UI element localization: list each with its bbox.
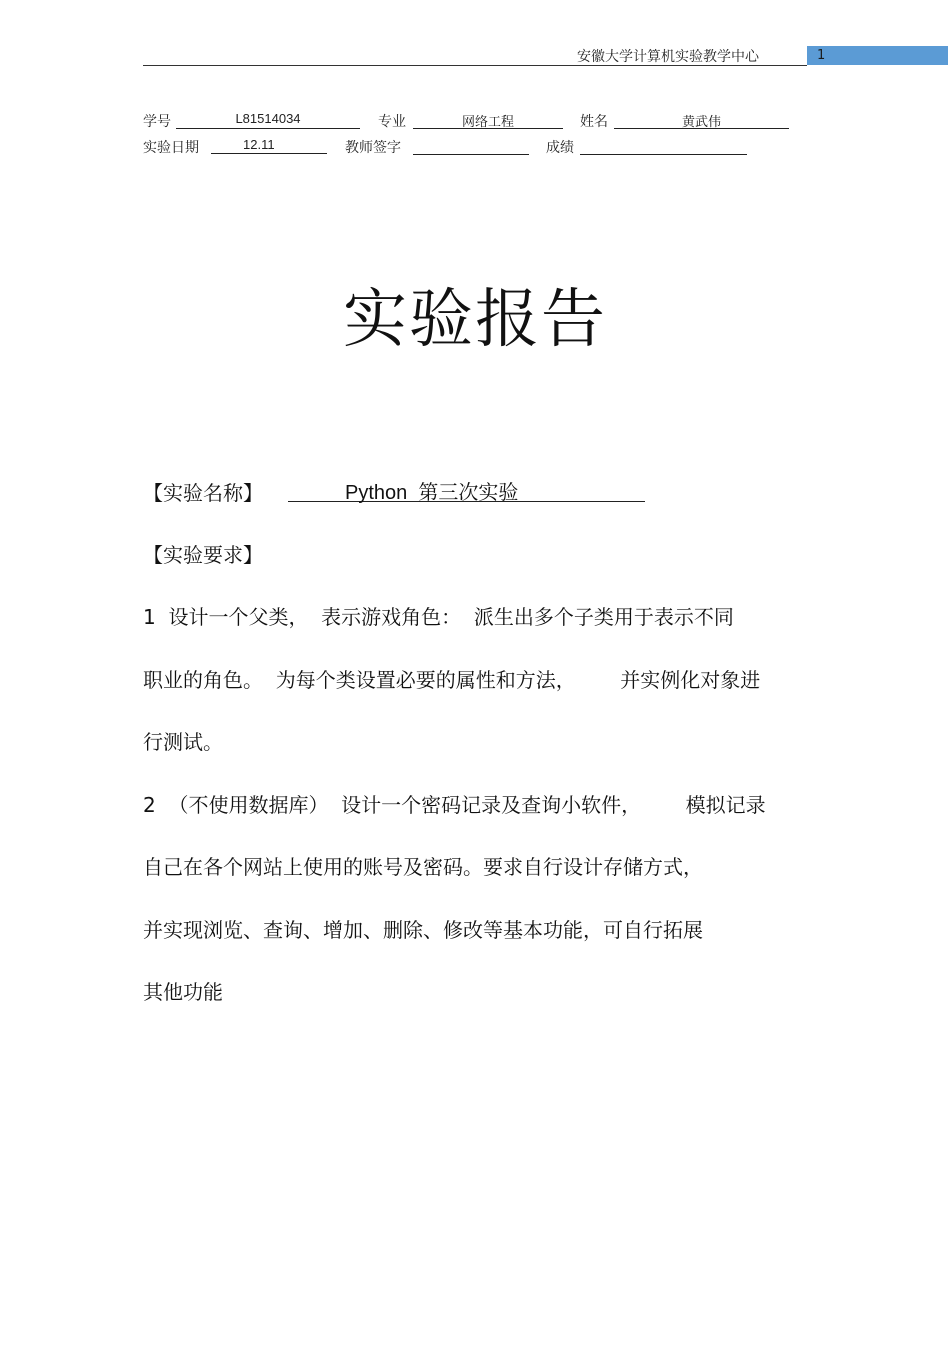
requirement-line: 1 设计一个父类， 表示游戏角色： 派生出多个子类用于表示不同	[143, 605, 734, 629]
name-field: 黄武伟	[614, 111, 789, 129]
major-label: 专业	[378, 114, 406, 130]
date-field: 12.11	[211, 137, 327, 154]
teacher-sign-field	[413, 137, 529, 155]
experiment-name-value: Python 第三次实验	[345, 482, 519, 504]
requirement-line: 2 （不使用数据库） 设计一个密码记录及查询小软件， 模拟记录	[143, 793, 766, 817]
student-id-field: L81514034	[176, 111, 360, 129]
report-title: 实验报告	[343, 283, 607, 357]
experiment-name-field	[288, 476, 645, 502]
requirements-label: 【实验要求】	[143, 543, 263, 567]
date-label: 实验日期	[143, 140, 199, 156]
major-field: 网络工程	[413, 111, 563, 129]
grade-label: 成绩	[546, 140, 574, 156]
experiment-name-label: 【实验名称】	[143, 481, 263, 505]
name-label: 姓名	[580, 114, 608, 130]
page-number: 1	[807, 46, 948, 65]
student-id-label: 学号	[143, 114, 171, 130]
requirement-line: 自己在各个网站上使用的账号及密码。要求自行设计存储方式，	[143, 855, 703, 879]
teacher-sign-label: 教师签字	[345, 140, 401, 156]
requirement-line: 行测试。	[143, 730, 223, 754]
requirement-line: 职业的角色。 为每个类设置必要的属性和方法， 并实例化对象进	[143, 668, 761, 692]
info-row-2	[143, 137, 793, 157]
header-organization: 安徽大学计算机实验教学中心	[577, 49, 759, 65]
requirement-line: 并实现浏览、查询、增加、删除、修改等基本功能，可自行拓展	[143, 918, 703, 942]
header-rule	[143, 65, 807, 66]
requirement-line: 其他功能	[143, 980, 223, 1004]
grade-field	[580, 137, 747, 155]
info-row-1	[143, 111, 793, 131]
